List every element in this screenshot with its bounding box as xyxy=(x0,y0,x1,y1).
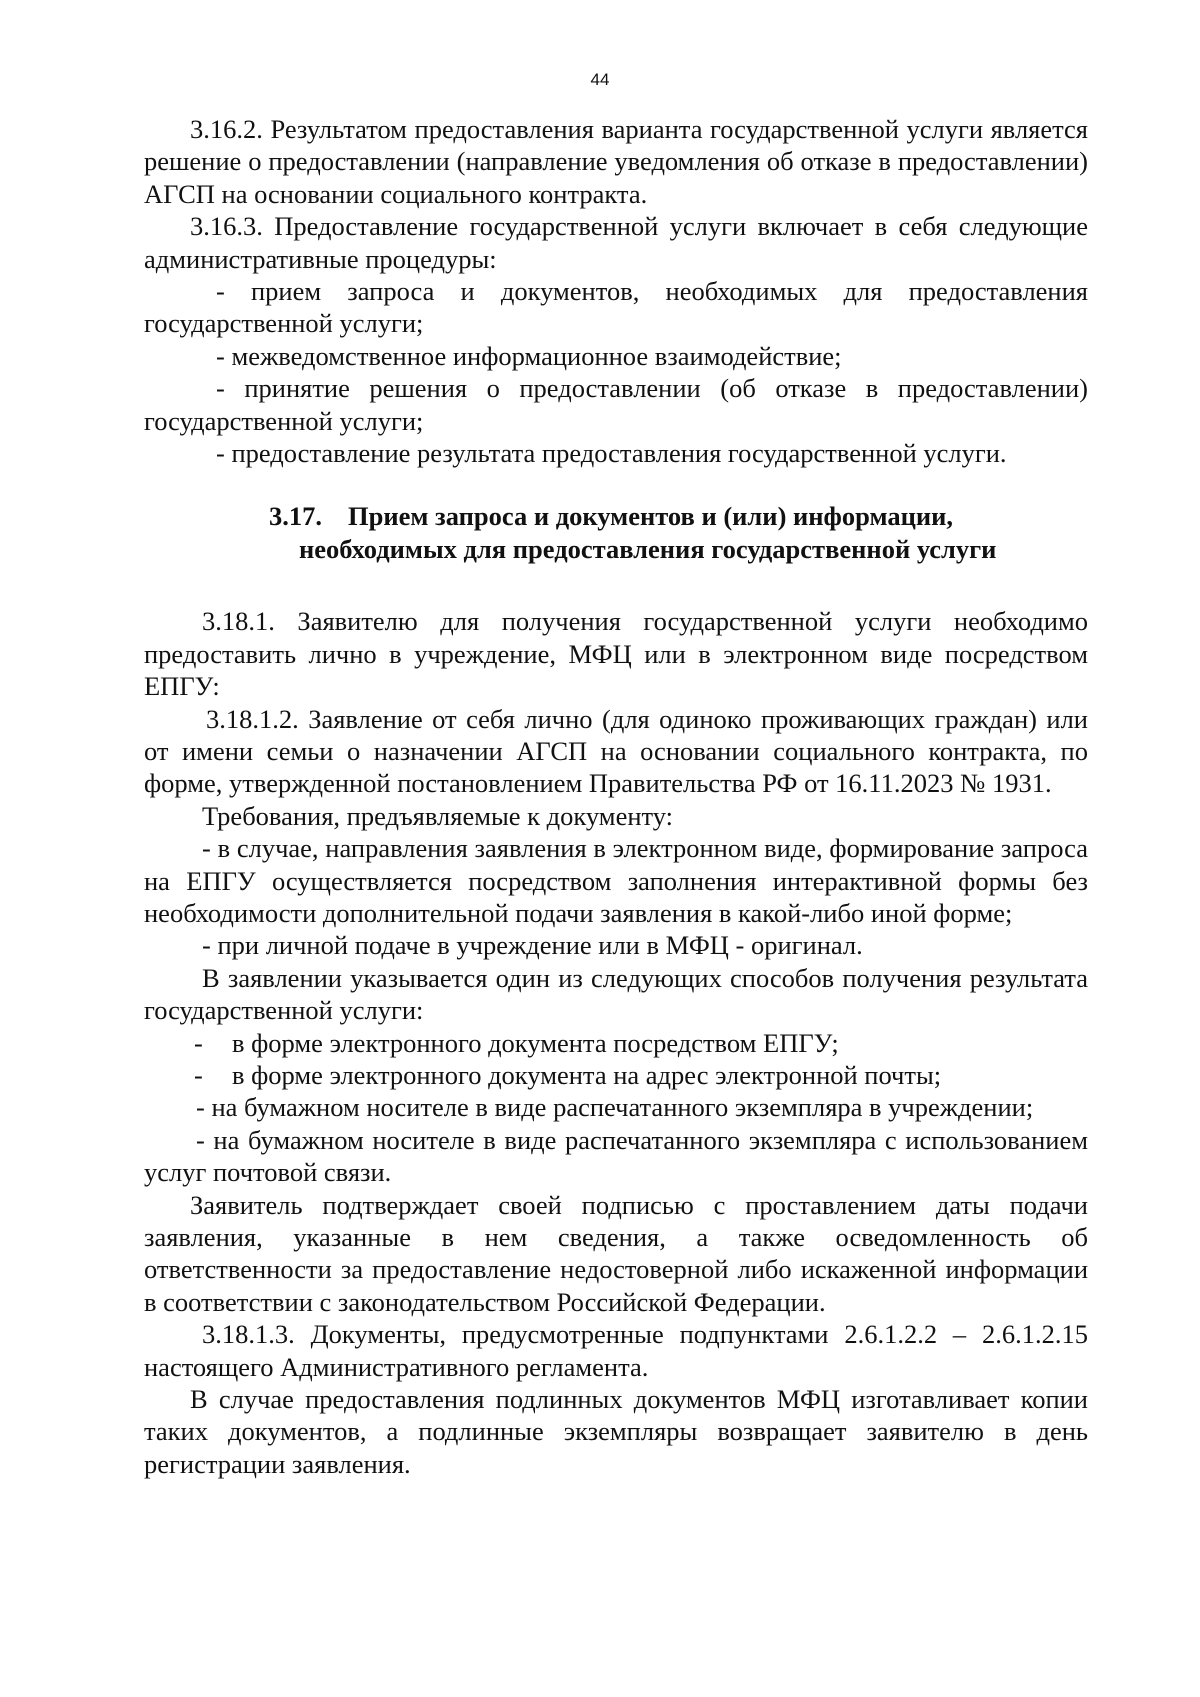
paragraph-3-18-1-2: 3.18.1.2. Заявление от себя лично (для одиноко проживающих граждан) или от имени семьи о назначении АГСП на основании социального контракта, по форме, утвержденной постановлением Правительства РФ от 16.11.2023 № 1931. xyxy=(144,703,1088,799)
paragraph-3-16-2: 3.16.2. Результатом предоставления варианта государственной услуги является решение о предоставлении (направление уведомления об отказе в предоставлении) АГСП на основании социального контракта. xyxy=(144,114,1088,209)
delivery-method-epgu xyxy=(144,1027,1088,1059)
requirement-in-person: - при личной подаче в учреждение или в МФЦ - оригинал. xyxy=(202,930,863,961)
paragraph-3-16-3: 3.16.3. Предоставление государственной услуги включает в себя следующие административные процедуры: xyxy=(144,211,1088,274)
delivery-method-email-text: в форме электронного документа на адрес электронной почты; xyxy=(232,1059,942,1090)
delivery-method-email xyxy=(144,1059,1088,1091)
requirement-electronic: - в случае, направления заявления в электронном виде, формирование запроса на ЕПГУ осуществляется посредством заполнения интерактивной формы без необходимости дополнительной подачи заявления в какой-либо иной форме; xyxy=(144,833,1088,928)
procedure-item-result: - предоставление результата предоставления государственной услуги. xyxy=(216,438,1007,469)
procedure-item-decision: - принятие решения о предоставлении (об отказе в предоставлении) государственной услуги; xyxy=(144,373,1088,436)
list-dash: - xyxy=(194,1059,203,1090)
page-number: 44 xyxy=(590,70,610,89)
paragraph-3-18-1-3: 3.18.1.3. Документы, предусмотренные подпунктами 2.6.1.2.2 – 2.6.1.2.15 настоящего Административного регламента. xyxy=(144,1319,1088,1382)
document-body xyxy=(144,113,1088,1480)
delivery-method-paper-mail: - на бумажном носителе в виде распечатанного экземпляра с использованием услуг почтовой связи. xyxy=(144,1124,1088,1188)
delivery-methods-intro: В заявлении указывается один из следующих способов получения результата государственной услуги: xyxy=(144,962,1088,1026)
procedure-item-request-intake: - прием запроса и документов, необходимых для предоставления государственной услуги; xyxy=(144,276,1088,339)
applicant-confirmation: Заявитель подтверждает своей подписью с проставлением даты подачи заявления, указанные в нем сведения, а также осведомленность об ответственности за предоставление недостоверной либо искаженной информации в соответствии с законодательством Российской Федерации. xyxy=(144,1189,1088,1317)
delivery-method-epgu-text: в форме электронного документа посредством ЕПГУ; xyxy=(232,1027,839,1058)
section-heading-3-17 xyxy=(144,500,1088,565)
section-number: 3.17. xyxy=(269,501,322,532)
section-title-line-1: Прием запроса и документов и (или) информации, xyxy=(348,501,954,532)
section-title-line-2: необходимых для предоставления государственной услуги xyxy=(299,533,997,564)
list-dash: - xyxy=(194,1027,203,1058)
requirements-intro: Требования, предъявляемые к документу: xyxy=(202,800,674,831)
procedure-item-interagency: - межведомственное информационное взаимодействие; xyxy=(216,340,842,371)
delivery-method-paper-office: - на бумажном носителе в виде распечатанного экземпляра в учреждении; xyxy=(196,1092,1034,1123)
original-documents-note: В случае предоставления подлинных документов МФЦ изготавливает копии таких документов, а подлинные экземпляры возвращает заявителю в день регистрации заявления. xyxy=(144,1384,1088,1479)
paragraph-3-18-1: 3.18.1. Заявителю для получения государственной услуги необходимо предоставить лично в учреждение, МФЦ или в электронном виде посредством ЕПГУ: xyxy=(144,606,1088,702)
